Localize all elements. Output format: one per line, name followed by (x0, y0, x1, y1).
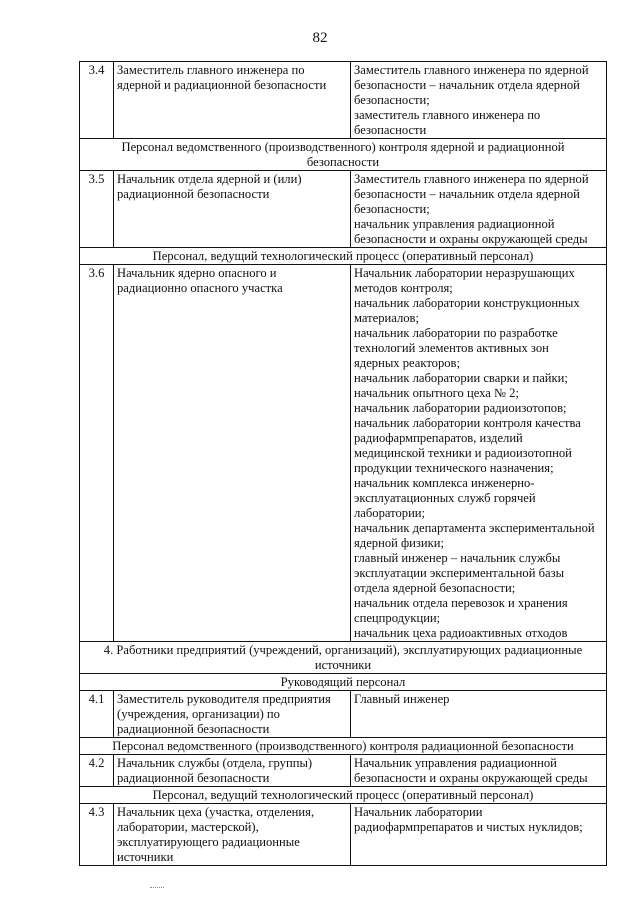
subordinate-line: эксплуатации экспериментальной базы (354, 566, 565, 580)
section-header (80, 248, 607, 265)
position-line: радиационно опасного участка (117, 281, 283, 295)
subordinate-line: эксплуатационных служб горячей (354, 491, 536, 505)
subordinates-cell (351, 804, 607, 866)
subordinate-line: Начальник управления радиационной (354, 756, 557, 770)
subordinate-line: начальник департамента экспериментальной (354, 521, 595, 535)
subordinate-line: безопасности (354, 123, 427, 137)
subordinate-line: спецпродукции; (354, 611, 441, 625)
subordinates-cell (351, 755, 607, 787)
subordinates-cell (351, 691, 607, 738)
section-header (80, 139, 607, 171)
subordinate-line: безопасности; (354, 202, 430, 216)
subordinate-line: начальник лаборатории сварки и пайки; (354, 371, 568, 385)
page-number: 82 (312, 30, 328, 46)
subordinate-line: начальник лаборатории радиоизотопов; (354, 401, 567, 415)
table-row (80, 755, 607, 787)
position-line: источники (117, 850, 174, 864)
position-line: Начальник отдела ядерной и (или) (117, 172, 302, 186)
position-cell (114, 755, 351, 787)
table-row (80, 171, 607, 248)
subordinate-line: Заместитель главного инженера по ядерной (354, 172, 589, 186)
subordinate-line: безопасности – начальник отдела ядерной (354, 78, 580, 92)
section-header-row (80, 787, 607, 804)
section-header-row (80, 642, 607, 674)
section-header-line: Персонал, ведущий технологический процесс (оперативный персонал) (152, 249, 534, 263)
table-row (80, 804, 607, 866)
section-header-line: Персонал, ведущий технологический процесс (оперативный персонал) (152, 788, 534, 802)
subordinate-line: безопасности; (354, 93, 430, 107)
position-line: радиационной безопасности (117, 187, 270, 201)
subordinate-line: безопасности – начальник отдела ядерной (354, 187, 580, 201)
subordinate-line: ядерных реакторов; (354, 356, 460, 370)
item-number: 3.6 (80, 265, 114, 642)
subordinate-line: начальник лаборатории по разработке (354, 326, 558, 340)
footer-mark (150, 887, 164, 888)
section-header (80, 787, 607, 804)
subordinate-line: методов контроля; (354, 281, 453, 295)
section-header-line: Персонал ведомственного (производственного) контроля ядерной и радиационной (121, 140, 565, 154)
table-row (80, 265, 607, 642)
subordinate-line: радиофармпрепаратов, изделий (354, 431, 523, 445)
table-row (80, 691, 607, 738)
position-cell (114, 804, 351, 866)
item-number: 4.2 (80, 755, 114, 787)
item-number: 4.1 (80, 691, 114, 738)
subordinate-line: материалов; (354, 311, 420, 325)
position-cell (114, 62, 351, 139)
section-header-line: Руководящий персонал (280, 675, 406, 689)
position-cell (114, 691, 351, 738)
position-line: лаборатории, мастерской), (117, 820, 259, 834)
position-line: Начальник службы (отдела, группы) (117, 756, 313, 770)
item-number: 3.5 (80, 171, 114, 248)
subordinate-line: начальник управления радиационной (354, 217, 555, 231)
subordinate-line: заместитель главного инженера по (354, 108, 541, 122)
section-header-row (80, 248, 607, 265)
positions-table-body (80, 62, 607, 866)
position-line: ядерной и радиационной безопасности (117, 78, 327, 92)
item-number: 3.4 (80, 62, 114, 139)
position-cell (114, 265, 351, 642)
subordinate-line: ядерной физики; (354, 536, 444, 550)
section-header (80, 642, 607, 674)
section-header (80, 674, 607, 691)
section-header-row (80, 139, 607, 171)
section-header (80, 738, 607, 755)
position-cell (114, 171, 351, 248)
position-line: Заместитель главного инженера по (117, 63, 305, 77)
position-line: радиационной безопасности (117, 771, 270, 785)
subordinate-line: радиофармпрепаратов и чистых нуклидов; (354, 820, 583, 834)
section-header-line: 4. Работники предприятий (учреждений, организаций), эксплуатирующих радиационные (103, 643, 583, 657)
subordinate-line: начальник лаборатории конструкционных (354, 296, 580, 310)
position-line: эксплуатирующего радиационные (117, 835, 300, 849)
subordinates-cell (351, 62, 607, 139)
subordinate-line: безопасности и охраны окружающей среды (354, 232, 588, 246)
table-row (80, 62, 607, 139)
subordinate-line: лаборатории; (354, 506, 426, 520)
subordinate-line: начальник опытного цеха № 2; (354, 386, 519, 400)
section-header-line: источники (314, 658, 372, 672)
section-header-line: Персонал ведомственного (производственного) контроля радиационной безопасности (112, 739, 574, 753)
item-number: 4.3 (80, 804, 114, 866)
subordinate-line: начальник лаборатории контроля качества (354, 416, 581, 430)
section-header-row (80, 674, 607, 691)
subordinate-line: Начальник лаборатории (354, 805, 483, 819)
position-line: Начальник ядерно опасного и (117, 266, 277, 280)
positions-table (79, 61, 607, 866)
subordinates-cell (351, 265, 607, 642)
subordinate-line: медицинской техники и радиоизотопной (354, 446, 572, 460)
subordinate-line: начальник комплекса инженерно- (354, 476, 535, 490)
subordinate-line: начальник отдела перевозок и хранения (354, 596, 568, 610)
subordinate-line: технологий элементов активных зон (354, 341, 549, 355)
position-line: Начальник цеха (участка, отделения, (117, 805, 315, 819)
subordinate-line: Главный инженер (354, 692, 450, 706)
subordinates-cell (351, 171, 607, 248)
subordinate-line: отдела ядерной безопасности; (354, 581, 516, 595)
subordinate-line: безопасности и охраны окружающей среды (354, 771, 588, 785)
subordinate-line: Начальник лаборатории неразрушающих (354, 266, 575, 280)
subordinate-line: начальник цеха радиоактивных отходов (354, 626, 568, 640)
section-header-row (80, 738, 607, 755)
subordinate-line: продукции технического назначения; (354, 461, 554, 475)
section-header-line: безопасности (306, 155, 380, 169)
position-line: Заместитель руководителя предприятия (117, 692, 331, 706)
subordinate-line: Заместитель главного инженера по ядерной (354, 63, 589, 77)
subordinate-line: главный инженер – начальник службы (354, 551, 561, 565)
position-line: (учреждения, организации) по (117, 707, 280, 721)
position-line: радиационной безопасности (117, 722, 270, 736)
